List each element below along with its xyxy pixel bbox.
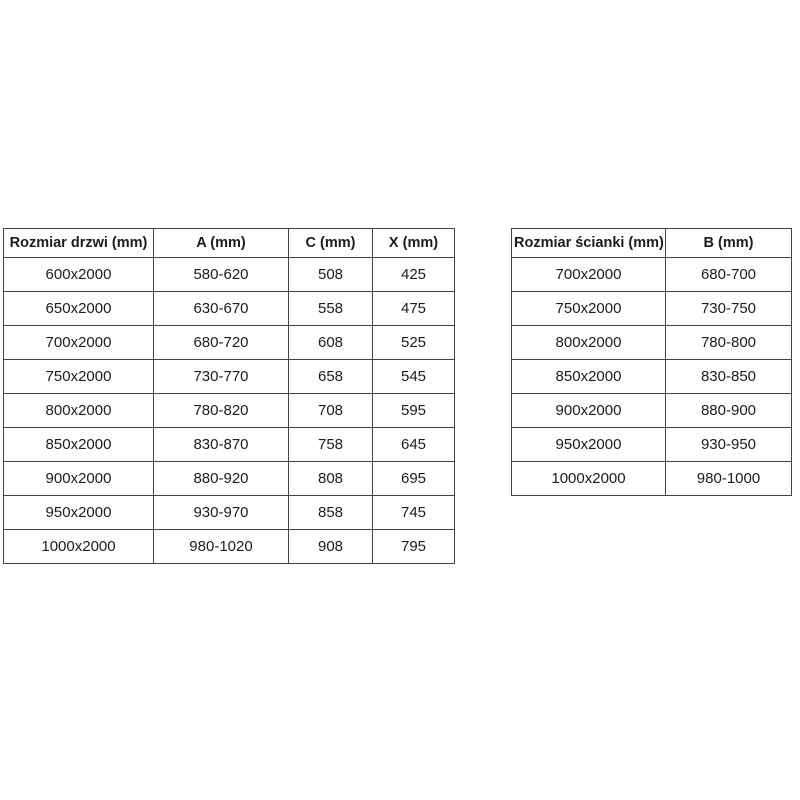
table-row xyxy=(4,258,455,292)
table-row xyxy=(512,394,792,428)
table-cell: 730-770 xyxy=(154,360,289,394)
table-row xyxy=(4,496,455,530)
table-cell: 750x2000 xyxy=(512,292,666,326)
table-cell: 600x2000 xyxy=(4,258,154,292)
table-row xyxy=(4,326,455,360)
table-cell: 930-950 xyxy=(666,428,792,462)
table-cell: 650x2000 xyxy=(4,292,154,326)
table-cell: 558 xyxy=(289,292,373,326)
table-cell: 930-970 xyxy=(154,496,289,530)
table-cell: 545 xyxy=(373,360,455,394)
table-row xyxy=(4,428,455,462)
table-cell: 980-1020 xyxy=(154,530,289,564)
table-cell: 830-850 xyxy=(666,360,792,394)
column-header: Rozmiar ścianki (mm) xyxy=(512,229,666,258)
table-row xyxy=(4,530,455,564)
table-row xyxy=(512,292,792,326)
table-row xyxy=(4,360,455,394)
table-cell: 758 xyxy=(289,428,373,462)
table-row xyxy=(4,292,455,326)
column-header: B (mm) xyxy=(666,229,792,258)
column-header: Rozmiar drzwi (mm) xyxy=(4,229,154,258)
table-cell: 795 xyxy=(373,530,455,564)
table-cell: 950x2000 xyxy=(4,496,154,530)
column-header: C (mm) xyxy=(289,229,373,258)
table-cell: 780-820 xyxy=(154,394,289,428)
table-cell: 425 xyxy=(373,258,455,292)
table-cell: 745 xyxy=(373,496,455,530)
table-cell: 750x2000 xyxy=(4,360,154,394)
table-cell: 680-700 xyxy=(666,258,792,292)
table-cell: 858 xyxy=(289,496,373,530)
column-header: X (mm) xyxy=(373,229,455,258)
wall-size-table xyxy=(511,228,792,496)
table-row xyxy=(512,360,792,394)
table-cell: 730-750 xyxy=(666,292,792,326)
table-cell: 808 xyxy=(289,462,373,496)
column-header: A (mm) xyxy=(154,229,289,258)
table-cell: 700x2000 xyxy=(512,258,666,292)
table-cell: 850x2000 xyxy=(4,428,154,462)
table-cell: 525 xyxy=(373,326,455,360)
table-row xyxy=(512,428,792,462)
table-cell: 658 xyxy=(289,360,373,394)
table-cell: 700x2000 xyxy=(4,326,154,360)
table-cell: 800x2000 xyxy=(4,394,154,428)
table-row xyxy=(4,462,455,496)
table-cell: 900x2000 xyxy=(4,462,154,496)
table-row xyxy=(512,462,792,496)
table-cell: 508 xyxy=(289,258,373,292)
table-row xyxy=(512,326,792,360)
table-cell: 900x2000 xyxy=(512,394,666,428)
table-cell: 980-1000 xyxy=(666,462,792,496)
table-cell: 950x2000 xyxy=(512,428,666,462)
table-cell: 1000x2000 xyxy=(4,530,154,564)
table-cell: 880-900 xyxy=(666,394,792,428)
table-cell: 608 xyxy=(289,326,373,360)
table-cell: 580-620 xyxy=(154,258,289,292)
table-cell: 708 xyxy=(289,394,373,428)
table-cell: 680-720 xyxy=(154,326,289,360)
header-row xyxy=(4,229,455,258)
table-cell: 475 xyxy=(373,292,455,326)
table-cell: 850x2000 xyxy=(512,360,666,394)
table-cell: 830-870 xyxy=(154,428,289,462)
table-cell: 595 xyxy=(373,394,455,428)
table-cell: 780-800 xyxy=(666,326,792,360)
table-cell: 645 xyxy=(373,428,455,462)
table-row xyxy=(512,258,792,292)
table-cell: 630-670 xyxy=(154,292,289,326)
table-cell: 1000x2000 xyxy=(512,462,666,496)
header-row xyxy=(512,229,792,258)
table-cell: 880-920 xyxy=(154,462,289,496)
door-size-table xyxy=(3,228,455,564)
table-cell: 695 xyxy=(373,462,455,496)
table-cell: 908 xyxy=(289,530,373,564)
table-cell: 800x2000 xyxy=(512,326,666,360)
table-row xyxy=(4,394,455,428)
